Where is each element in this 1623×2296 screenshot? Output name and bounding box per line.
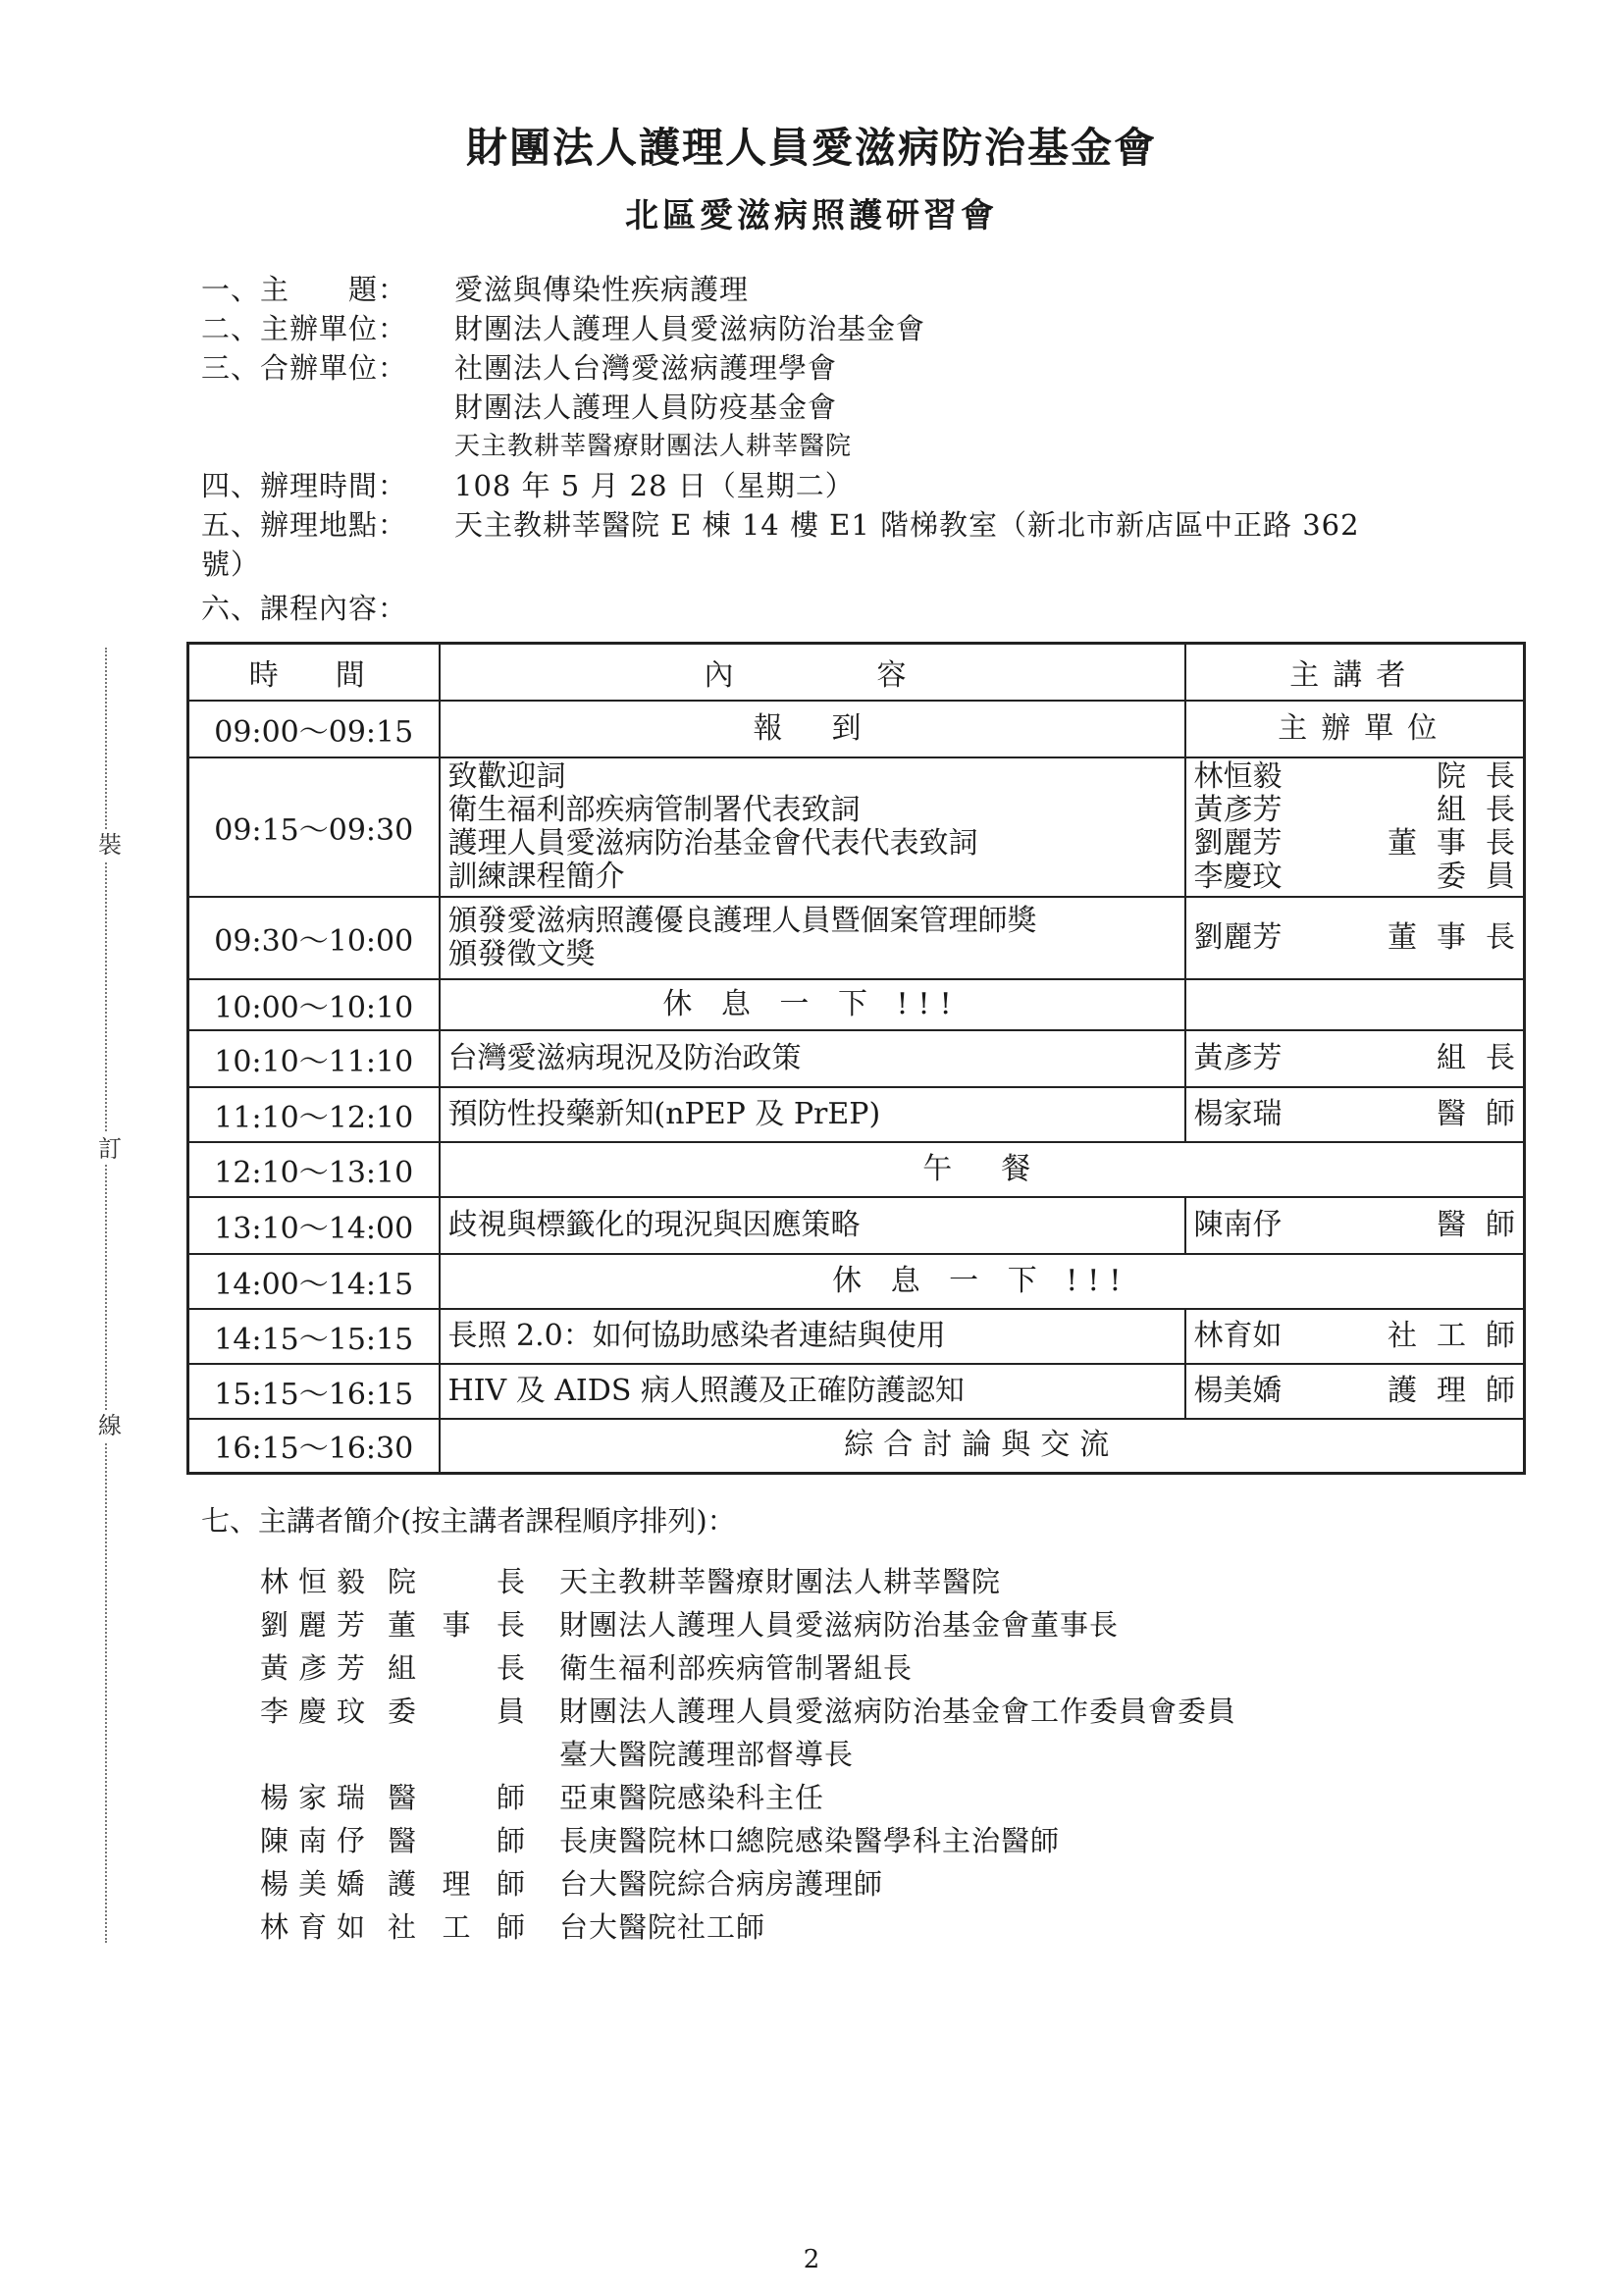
speaker-entry [1193,1096,1535,1131]
speaker-title: 董事長 [1387,825,1535,861]
info-value: 財團法人護理人員愛滋病防治基金會 [454,312,926,345]
speaker-entry [1193,1318,1535,1353]
speaker-intro-affiliation: 衛生福利部疾病管制署組長 [559,1650,914,1685]
info-value: 108 年 5 月 28 日（星期二） [454,469,855,502]
speaker-intro-name: 楊家瑞 [260,1780,376,1814]
speaker-entry [1193,1207,1535,1242]
speaker-intro-title-char: 員 [496,1694,525,1728]
schedule-content-line: 歧視與標籤化的現況與因應策略 [447,1207,861,1242]
info-course-label: 六、課程內容： [201,592,408,625]
schedule-time: 16:15～16:30 [188,1419,440,1474]
speaker-name: 李慶玟 [1193,859,1283,894]
speaker-intro-name: 林恒毅 [260,1564,376,1598]
speaker-name: 黃彥芳 [1193,1040,1283,1075]
schedule-row [188,1197,1525,1254]
schedule-content [440,1419,1525,1474]
speaker-intro-title-char: 社 [388,1909,417,1944]
info-organizer [201,309,925,348]
speaker-title: 醫師 [1437,1207,1535,1242]
speaker-name: 陳南伃 [1193,1207,1283,1242]
info-label: 二、主辦單位： [201,312,408,345]
speaker-entry [1194,712,1516,746]
document-title: 財團法人護理人員愛滋病防治基金會 [465,124,1157,172]
info-theme [201,270,749,309]
schedule-content-line: 衛生福利部疾病管制署代表致詞 [447,792,861,827]
speaker-intro-row [260,1601,1236,1644]
speaker-intro-title [388,1603,525,1644]
speaker-intro-row [260,1817,1236,1860]
schedule-speaker [1185,701,1525,757]
schedule-content-line: 休 息 一 下 !!! [832,1263,1131,1298]
speaker-intro-title-char: 董 [388,1607,417,1642]
schedule-row [188,757,1525,897]
speaker-entry [1193,919,1535,955]
speaker-intro-title-char: 師 [496,1823,525,1857]
speaker-intro-title-char: 理 [442,1866,471,1901]
speaker-intro-row [260,1644,1236,1688]
schedule-content-line: 預防性投藥新知(nPEP 及 PrEP) [447,1096,881,1131]
speaker-intro-title-char: 醫 [388,1780,417,1814]
schedule-content-line: 午 餐 [922,1151,1041,1186]
speaker-intro-title-char: 事 [442,1607,471,1642]
info-co-organizer [201,348,852,466]
schedule-content [440,757,1185,897]
speaker-intro-title-char: 長 [496,1650,525,1685]
info-value: 天主教耕莘醫療財團法人耕莘醫院 [454,432,853,461]
binding-char: 裝 [98,831,122,859]
speaker-intro-name: 李慶玟 [260,1694,376,1728]
speaker-entry [1193,825,1535,861]
schedule-content-line: 頒發愛滋病照護優良護理人員暨個案管理師獎 [447,903,1037,938]
speaker-entry [1193,758,1535,794]
schedule-content [440,1087,1185,1142]
speaker-name: 劉麗芳 [1193,919,1283,955]
speaker-title: 組長 [1437,792,1535,827]
speaker-title: 護理師 [1387,1373,1535,1408]
speaker-intro-title-char: 工 [442,1909,471,1944]
schedule-time: 09:30～10:00 [188,897,440,979]
speaker-intro-name: 楊美嬌 [260,1866,376,1901]
info-label: 四、辦理時間： [201,469,408,502]
schedule-row [188,1364,1525,1419]
schedule-time: 13:10～14:00 [188,1197,440,1254]
speaker-name: 黃彥芳 [1193,792,1283,827]
speaker-entry [1193,1373,1535,1408]
info-time [201,466,855,505]
schedule-speaker [1185,1197,1535,1254]
schedule-table [186,642,1535,1475]
schedule-speaker [1185,897,1535,979]
speaker-intro-row [260,1774,1236,1817]
speaker-entry [1193,859,1535,894]
speaker-intro-affiliation: 天主教耕莘醫療財團法人耕莘醫院 [559,1564,1002,1598]
schedule-row [188,701,1525,757]
info-value: 社團法人台灣愛滋病護理學會 [454,351,838,385]
schedule-row [188,1142,1525,1197]
speaker-intro-title [388,1560,525,1600]
speaker-intro-name: 林育如 [260,1909,376,1944]
speaker-intro-affiliation: 長庚醫院林口總院感染醫學科主治醫師 [559,1823,1061,1857]
schedule-row [188,1087,1525,1142]
binding-char: 訂 [98,1135,122,1163]
info-label: 五、辦理地點： [201,508,408,542]
schedule-row [188,979,1525,1030]
info-value: 愛滋與傳染性疾病護理 [454,273,750,306]
speaker-intro-affiliation: 亞東醫院感染科主任 [559,1780,825,1814]
speaker-intro-row [260,1731,1236,1774]
schedule-content [440,1309,1185,1364]
info-label: 一、主 題： [201,273,408,306]
speaker-intro-title-char: 長 [496,1607,525,1642]
speaker-intro-title-char: 護 [388,1866,417,1901]
schedule-row [188,1254,1525,1309]
speaker-intro-title-char: 師 [496,1866,525,1901]
speaker-intro-title-char: 委 [388,1694,417,1728]
speaker-intro-name: 陳南伃 [260,1823,376,1857]
speaker-intro-row [260,1688,1236,1731]
schedule-content [440,1142,1525,1197]
speaker-title: 院長 [1437,758,1535,794]
speaker-intro-affiliation: 台大醫院社工師 [559,1909,766,1944]
speaker-intro-name: 黃彥芳 [260,1650,376,1685]
speaker-entry [1193,1040,1535,1075]
speaker-intro-name: 劉麗芳 [260,1607,376,1642]
speaker-title: 社工師 [1387,1318,1535,1353]
schedule-content-line: 綜合討論與交流 [844,1428,1120,1463]
schedule-content-line: 台灣愛滋病現況及防治政策 [447,1040,802,1075]
schedule-header-cell: 內 容 [440,644,1185,701]
schedule-content [440,701,1185,757]
schedule-time: 12:10～13:10 [188,1142,440,1197]
info-label: 三、合辦單位： [201,351,408,385]
speaker-title: 組長 [1437,1040,1535,1075]
speaker-title: 醫師 [1437,1096,1535,1131]
schedule-content-line: 護理人員愛滋病防治基金會代表代表致詞 [447,825,978,861]
schedule-row [188,897,1525,979]
schedule-header-cell: 時 間 [188,644,440,701]
schedule-time: 09:00～09:15 [188,701,440,757]
schedule-speaker [1185,979,1525,1030]
speaker-intro-affiliation: 臺大醫院護理部督導長 [559,1737,855,1771]
schedule-time: 14:00～14:15 [188,1254,440,1309]
schedule-content [440,897,1185,979]
speaker-name: 主辦單位 [1278,710,1451,746]
schedule-content-line: 頒發徵文獎 [447,936,596,971]
schedule-speaker [1185,1030,1535,1087]
schedule-content [440,979,1185,1030]
schedule-content-line: HIV 及 AIDS 病人照護及正確防護認知 [447,1373,965,1408]
speaker-intro-title [388,1646,525,1687]
schedule-content [440,1254,1525,1309]
speaker-intro-title [388,1862,525,1903]
speaker-intro-title [388,1690,525,1730]
schedule-content [440,1364,1185,1419]
schedule-header-cell: 主講者 [1185,644,1525,701]
speaker-intro-title-char: 醫 [388,1823,417,1857]
speaker-intro-title-char: 師 [496,1909,525,1944]
speaker-name: 楊家瑞 [1193,1096,1283,1131]
schedule-time: 11:10～12:10 [188,1087,440,1142]
speaker-intro-row [260,1860,1236,1904]
schedule-row [188,1309,1525,1364]
info-venue [201,505,1360,545]
speaker-entry [1193,792,1535,827]
schedule-content [440,1030,1185,1087]
info-venue-cont: 號） [201,548,261,581]
schedule-speaker [1185,757,1535,897]
schedule-time: 10:10～11:10 [188,1030,440,1087]
speaker-intro-list [260,1558,1236,1947]
schedule-content-line: 休 息 一 下 !!! [662,986,962,1021]
speaker-intro-title [388,1776,525,1816]
schedule-time: 14:15～15:15 [188,1309,440,1364]
speaker-intro-heading: 七、主講者簡介(按主講者課程順序排列)： [201,1504,736,1538]
speaker-name: 劉麗芳 [1193,825,1283,861]
schedule-content-line: 長照 2.0：如何協助感染者連結與使用 [447,1318,946,1353]
speaker-intro-affiliation: 財團法人護理人員愛滋病防治基金會工作委員會委員 [559,1694,1237,1728]
speaker-name: 楊美嬌 [1193,1373,1283,1408]
schedule-row [188,1419,1525,1474]
speaker-intro-title-char: 師 [496,1780,525,1814]
schedule-time: 09:15～09:30 [188,757,440,897]
speaker-title: 董事長 [1387,919,1535,955]
speaker-intro-title [388,1819,525,1859]
binding-char: 線 [98,1412,122,1439]
schedule-content-line: 訓練課程簡介 [447,859,625,894]
speaker-name: 林育如 [1193,1318,1283,1353]
schedule-speaker [1185,1309,1535,1364]
speaker-name: 林恒毅 [1193,758,1283,794]
schedule-speaker [1185,1087,1535,1142]
page-number: 2 [803,2245,820,2274]
speaker-intro-affiliation: 財團法人護理人員愛滋病防治基金會董事長 [559,1607,1120,1642]
document-subtitle: 北區愛滋病照護研習會 [625,196,998,235]
speaker-title: 委員 [1437,859,1535,894]
speaker-intro-row [260,1904,1236,1947]
schedule-row [188,1030,1525,1087]
speaker-intro-row [260,1558,1236,1601]
speaker-intro-title [388,1905,525,1946]
speaker-intro-title-char: 長 [496,1564,525,1598]
speaker-intro-title-char: 組 [388,1650,417,1685]
schedule-content-line: 致歡迎詞 [447,758,566,794]
schedule-time: 15:15～16:15 [188,1364,440,1419]
schedule-time: 10:00～10:10 [188,979,440,1030]
schedule-content-line: 報 到 [753,710,871,746]
info-value: 財團法人護理人員防疫基金會 [454,391,838,424]
speaker-intro-affiliation: 台大醫院綜合病房護理師 [559,1866,884,1901]
schedule-content [440,1197,1185,1254]
schedule-header-row [188,644,1525,701]
speaker-intro-title-char: 院 [388,1564,417,1598]
info-value: 天主教耕莘醫院 E 棟 14 樓 E1 階梯教室（新北市新店區中正路 362 [454,508,1360,542]
schedule-speaker [1185,1364,1535,1419]
